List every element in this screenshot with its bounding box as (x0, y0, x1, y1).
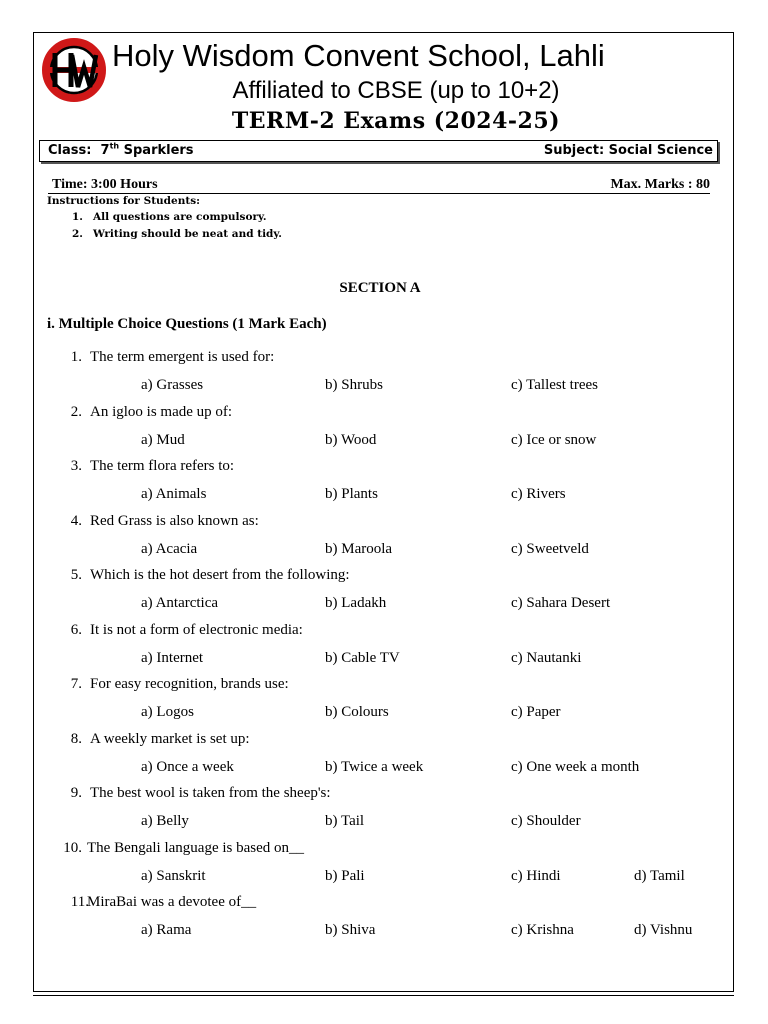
section-title: SECTION A (339, 280, 421, 296)
option-a: a) Logos (141, 704, 194, 720)
option-c: c) Shoulder (511, 813, 581, 829)
question-number: 10. (63, 840, 82, 856)
option-b: b) Colours (325, 704, 389, 720)
question-number: 2. (70, 404, 82, 420)
question-number: 3. (70, 458, 82, 474)
option-d: d) Vishnu (634, 922, 693, 938)
option-a: a) Sanskrit (141, 868, 206, 884)
question-number: 5. (70, 567, 82, 583)
option-c: c) Sweetveld (511, 541, 589, 557)
question-text: The term emergent is used for: (90, 349, 275, 365)
option-c: c) Rivers (511, 486, 566, 502)
affiliation-line: Affiliated to CBSE (up to 10+2) (232, 77, 560, 104)
page-bottom-rule (33, 995, 734, 996)
question-text: MiraBai was a devotee of__ (87, 894, 257, 910)
school-name: Holy Wisdom Convent School, Lahli (112, 38, 605, 73)
question-text: Which is the hot desert from the following: (90, 567, 350, 583)
instruction-item: 1. All questions are compulsory. (72, 211, 267, 223)
question-number: 6. (70, 622, 82, 638)
option-a: a) Once a week (141, 759, 234, 775)
option-c: c) Tallest trees (511, 377, 598, 393)
option-b: b) Tail (325, 813, 365, 829)
option-b: b) Pali (325, 868, 365, 884)
question-text: The term flora refers to: (90, 458, 235, 474)
question-number: 9. (70, 785, 82, 801)
max-marks: Max. Marks : 80 (610, 177, 710, 192)
mcq-heading: i. Multiple Choice Questions (1 Mark Each) (47, 316, 327, 332)
option-b: b) Shiva (325, 922, 376, 938)
question-text: An igloo is made up of: (90, 404, 233, 420)
option-b: b) Cable TV (325, 650, 400, 666)
option-b: b) Twice a week (325, 759, 424, 775)
question-text: The best wool is taken from the sheep's: (90, 785, 331, 801)
exam-time: Time: 3:00 Hours (52, 177, 158, 192)
subject-info: Subject: Social Science (543, 143, 713, 158)
option-a: a) Mud (141, 432, 185, 448)
question-text: Red Grass is also known as: (90, 513, 259, 529)
instruction-item: 2. Writing should be neat and tidy. (72, 228, 282, 240)
option-d: d) Tamil (634, 868, 685, 884)
question-text: The Bengali language is based on__ (87, 840, 305, 856)
question-text: A weekly market is set up: (90, 731, 250, 747)
question-text: For easy recognition, brands use: (90, 676, 289, 692)
option-b: b) Shrubs (325, 377, 383, 393)
option-b: b) Maroola (325, 541, 393, 557)
option-c: c) Paper (511, 704, 561, 720)
option-a: a) Belly (141, 813, 189, 829)
option-c: c) Nautanki (511, 650, 582, 666)
option-a: a) Antarctica (141, 595, 219, 611)
question-text: It is not a form of electronic media: (90, 622, 303, 638)
option-c: c) Hindi (511, 868, 561, 884)
option-a: a) Internet (141, 650, 204, 666)
option-c: c) Sahara Desert (511, 595, 611, 611)
question-number: 4. (70, 513, 82, 529)
option-b: b) Plants (325, 486, 378, 502)
time-marks-row (48, 176, 710, 194)
exam-term: TERM-2 Exams (2024-25) (231, 108, 561, 134)
instructions-title: Instructions for Students: (47, 195, 200, 207)
option-c: c) Krishna (511, 922, 574, 938)
question-number: 1. (70, 349, 82, 365)
class-info: Class: 7th Sparklers (48, 141, 194, 158)
option-c: c) Ice or snow (511, 432, 597, 448)
option-a: a) Animals (141, 486, 207, 502)
class-subject-bar (39, 140, 718, 162)
option-b: b) Ladakh (325, 595, 387, 611)
question-number: 7. (70, 676, 82, 692)
option-a: a) Acacia (141, 541, 198, 557)
question-number: 8. (70, 731, 82, 747)
option-b: b) Wood (325, 432, 377, 448)
option-a: a) Rama (141, 922, 192, 938)
option-a: a) Grasses (141, 377, 204, 393)
option-c: c) One week a month (511, 759, 640, 775)
question-number: 11. (70, 894, 89, 910)
